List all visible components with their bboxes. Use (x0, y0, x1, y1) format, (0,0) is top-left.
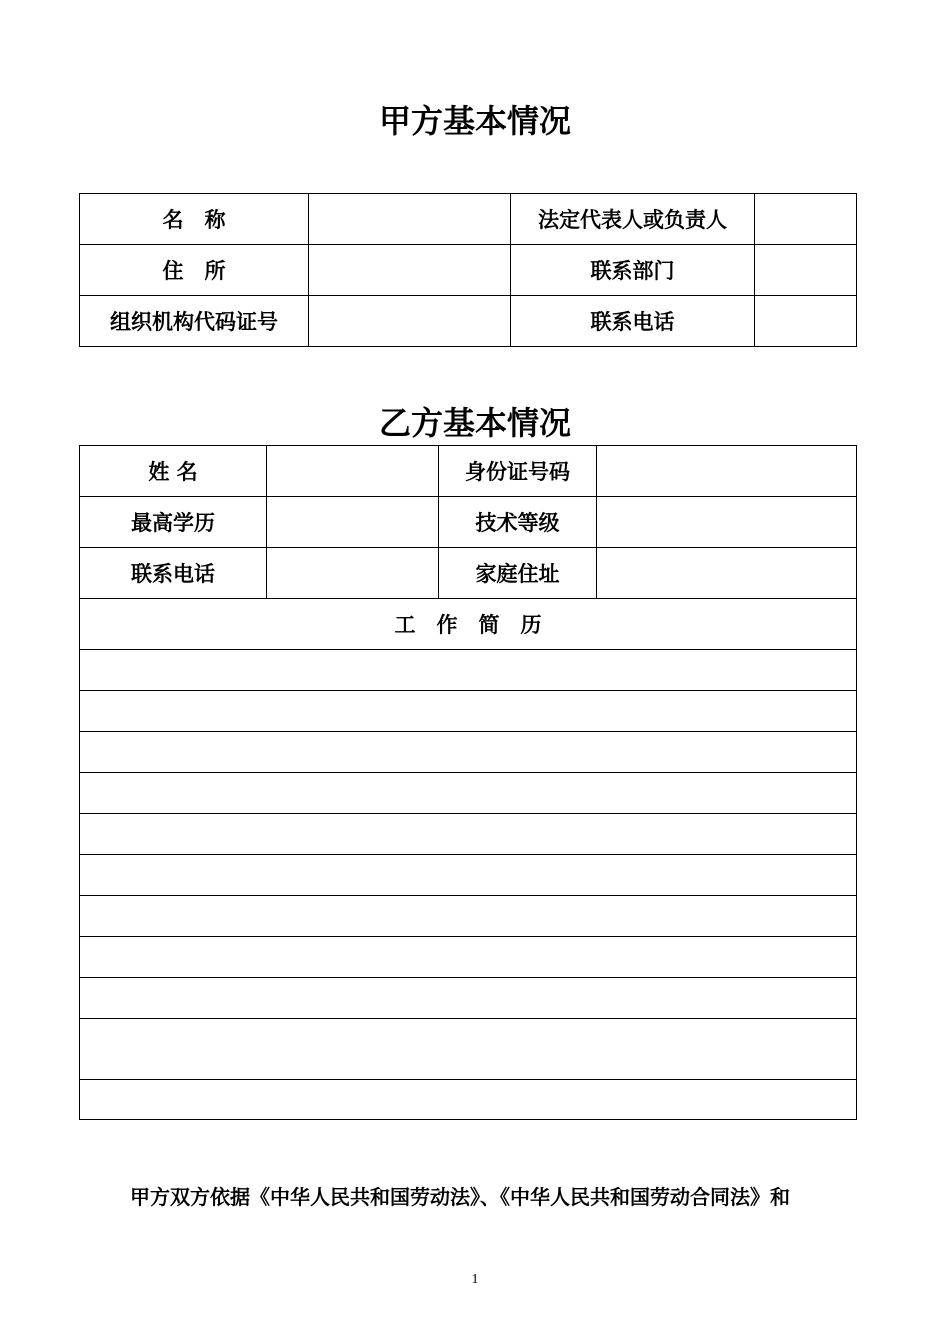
contract-basis-paragraph: 甲方双方依据《中华人民共和国劳动法》、《中华人民共和国劳动合同法》和 (130, 1185, 790, 1209)
work-history-row[interactable] (80, 732, 857, 773)
work-history-row[interactable] (80, 650, 857, 691)
legal-rep-label: 法定代表人或负责人 (511, 194, 755, 245)
party-a-table (79, 193, 857, 347)
work-history-row[interactable] (80, 1080, 857, 1120)
home-address-label: 家庭住址 (439, 548, 597, 599)
company-phone-label: 联系电话 (511, 296, 755, 347)
name-label: 名 称 (80, 194, 309, 245)
work-history-row[interactable] (80, 691, 857, 732)
home-address-value-cell[interactable] (597, 548, 857, 599)
work-history-row[interactable] (80, 855, 857, 896)
work-history-row[interactable] (80, 978, 857, 1019)
party-b-table (79, 445, 857, 1120)
person-phone-value-cell[interactable] (267, 548, 439, 599)
work-history-header: 工 作 简 历 (80, 599, 857, 650)
company-phone-value-cell[interactable] (755, 296, 857, 347)
skill-level-value-cell[interactable] (597, 497, 857, 548)
legal-rep-value-cell[interactable] (755, 194, 857, 245)
name-value-cell[interactable] (309, 194, 511, 245)
party-b-title: 乙方基本情况 (378, 404, 571, 442)
education-label: 最高学历 (80, 497, 267, 548)
party-a-title: 甲方基本情况 (378, 102, 571, 140)
work-history-row[interactable] (80, 937, 857, 978)
id-number-value-cell[interactable] (597, 446, 857, 497)
department-label: 联系部门 (511, 245, 755, 296)
person-phone-label: 联系电话 (80, 548, 267, 599)
education-value-cell[interactable] (267, 497, 439, 548)
person-name-value-cell[interactable] (267, 446, 439, 497)
work-history-row[interactable] (80, 896, 857, 937)
person-name-label: 姓 名 (80, 446, 267, 497)
org-code-value-cell[interactable] (309, 296, 511, 347)
skill-level-label: 技术等级 (439, 497, 597, 548)
page-number: 1 (471, 1272, 479, 1287)
work-history-row[interactable] (80, 1019, 857, 1080)
department-value-cell[interactable] (755, 245, 857, 296)
id-number-label: 身份证号码 (439, 446, 597, 497)
address-label: 住 所 (80, 245, 309, 296)
work-history-row[interactable] (80, 814, 857, 855)
org-code-label: 组织机构代码证号 (80, 296, 309, 347)
work-history-row[interactable] (80, 773, 857, 814)
address-value-cell[interactable] (309, 245, 511, 296)
